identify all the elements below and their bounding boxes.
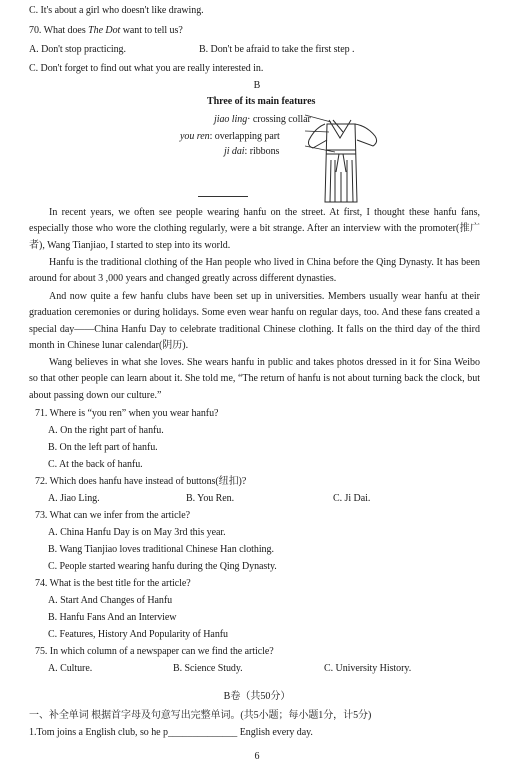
option-70a: A. Don't stop practicing. xyxy=(29,44,126,55)
option-75a: A. Culture. xyxy=(48,663,93,674)
paragraph-2: Hanfu is the traditional clothing of the Han people who lived in China before the Qing Dynasty. It has been around for about 3 ,000 years and changed greatly across different dynasties. xyxy=(29,257,480,285)
question-75: 75. In which column of a newspaper can we find the article? xyxy=(35,646,274,657)
divider xyxy=(198,196,248,197)
part-b-instruction: 一、补全单词 根据首字母及句意写出完整单词。(共5小题；每小题1分，计5分) xyxy=(29,710,372,721)
section-label: B xyxy=(253,80,261,91)
option-73a: A. China Hanfu Day is on May 3rd this year. xyxy=(48,527,226,538)
part-b-header: B卷（共50分） xyxy=(223,691,291,702)
option-74b: B. Hanfu Fans And an Interview xyxy=(48,612,177,623)
paragraph-3: And now quite a few hanfu clubs have been set up in universities. Members usually wear hanfu at their graduation ceremonies or during holidays. Some even wear hanfu on regular days, too. And these fans created a special day——China Hanfu Day to celebrate traditional Chinese clothing. It falls on the third day of the third month in Chinese lunar calendar(阴历). xyxy=(29,291,480,352)
option-71a: A. On the right part of hanfu. xyxy=(48,425,164,436)
option-72b: B. You Ren. xyxy=(186,493,235,504)
question-71: 71. Where is “you ren” when you wear hanfu? xyxy=(35,408,219,419)
page-number: 6 xyxy=(254,751,260,762)
feature-ji-dai: ji dai: ribbons xyxy=(224,146,280,157)
feature-you-ren: you ren: overlapping part xyxy=(180,131,280,142)
question-72: 72. Which does hanfu have instead of buttons(纽扣)? xyxy=(35,476,247,487)
feature-jiao-ling: jiao ling· crossing collar xyxy=(214,114,311,125)
question-74: 74. What is the best title for the article? xyxy=(35,578,191,589)
answer-blank[interactable]: ______________ xyxy=(167,727,238,738)
book-title: The Dot xyxy=(88,25,121,36)
paragraph-1: In recent years, we often see people wearing hanfu on the street. At first, I thought these hanfu fans, especially those who wore the clothing regularly, were a bit strange. After an interview with the promoter(推广者), Wang Tianjiao, I started to step into its world. xyxy=(29,207,480,251)
option-73b: B. Wang Tianjiao loves traditional Chinese Han clothing. xyxy=(48,544,274,555)
fill-in-question-1: 1.Tom joins a English club, so he p______________ English every day. xyxy=(29,727,313,738)
option-75c: C. University History. xyxy=(324,663,412,674)
option-69c: C. It's about a girl who doesn't like drawing. xyxy=(29,5,204,16)
option-71c: C. At the back of hanfu. xyxy=(48,459,143,470)
hanfu-illustration xyxy=(305,110,385,206)
option-74a: A. Start And Changes of Hanfu xyxy=(48,595,173,606)
option-71b: B. On the left part of hanfu. xyxy=(48,442,158,453)
option-74c: C. Features, History And Popularity of Hanfu xyxy=(48,629,229,640)
option-70b: B. Don't be afraid to take the first step . xyxy=(199,44,355,55)
option-75b: B. Science Study. xyxy=(173,663,243,674)
option-73c: C. People started wearing hanfu during the Qing Dynasty. xyxy=(48,561,277,572)
question-73: 73. What can we infer from the article? xyxy=(35,510,191,521)
option-72c: C. Ji Dai. xyxy=(333,493,371,504)
option-70c: C. Don't forget to find out what you are really interested in. xyxy=(29,63,264,74)
figure-title: Three of its main features xyxy=(207,96,316,107)
paragraph-4: Wang believes in what she loves. She wears hanfu in public and takes photos dressed in it for Sina Weibo so that other people can learn about it. She told me, “The return of hanfu is not about turning back the clock, but about passing down our culture.” xyxy=(29,357,480,401)
option-72a: A. Jiao Ling. xyxy=(48,493,100,504)
question-70: 70. What does The Dot want to tell us? xyxy=(29,25,183,36)
